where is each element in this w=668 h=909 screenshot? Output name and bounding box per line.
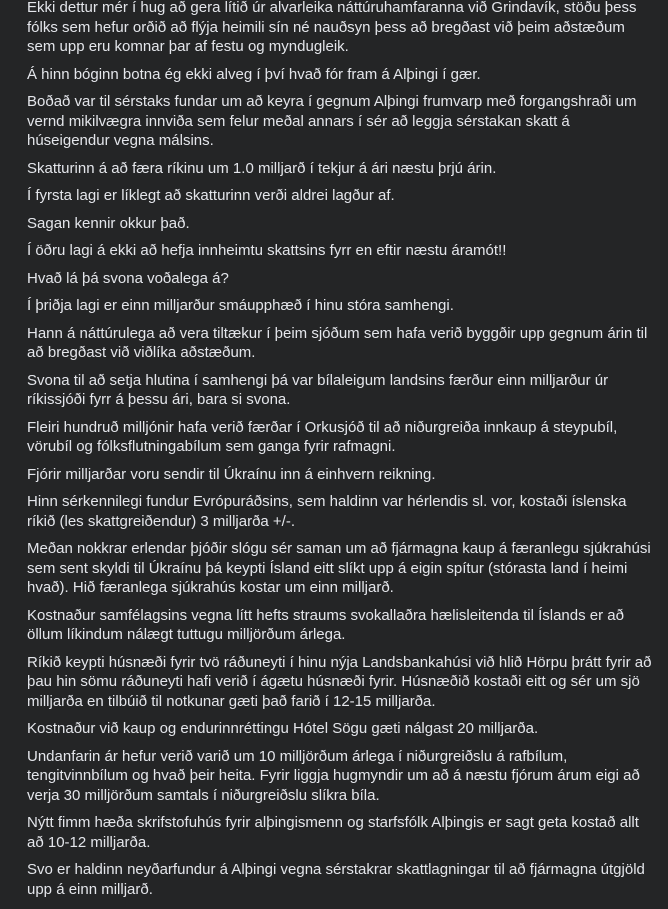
post-paragraph-9: Í þriðja lagi er einn milljarður smáupphæð í hinu stóra samhengi. bbox=[27, 297, 454, 314]
post-paragraph-1: Ekki dettur mér í hug að gera lítið úr alvarleika náttúruhamfaranna við Grindavík, stöðu þess fólks sem hefur orðið að flýja heimili sín né nauðsyn þess að bregðast við þeim aðstæðum sem upp eru komnar þar af festu og myndugleik. bbox=[27, 0, 637, 55]
post-paragraph-12: Fleiri hundruð milljónir hafa verið færðar í Orkusjóð til að niðurgreiða innkaup á steypubíl, vörubíl og fólksflutningabílum sem ganga fyrir rafmagni. bbox=[27, 418, 618, 455]
post-paragraph-21: Svo er haldinn neyðarfundur á Alþingi vegna sérstakrar skattlagningar til að fjármagna útgjöld upp á einn milljarð. bbox=[27, 861, 645, 898]
post-paragraph-6: Sagan kennir okkur það. bbox=[27, 214, 190, 232]
post-paragraph-5: Í fyrsta lagi er líklegt að skatturinn verði aldrei lagður af. bbox=[27, 187, 395, 204]
post-paragraph-20: Nýtt fimm hæða skrifstofuhús fyrir alþingismenn og starfsfólk Alþingis er sagt geta kostað allt að 10-12 milljarða. bbox=[27, 814, 639, 851]
post-paragraph-8: Hvað lá þá svona voðalega á? bbox=[27, 269, 229, 287]
post-paragraph-2: Á hinn bóginn botna ég ekki alveg í því hvað fór fram á Alþingi í gær. bbox=[27, 65, 481, 83]
post-paragraph-3: Boðað var til sérstaks fundar um að keyra í gegnum Alþingi frumvarp með forgangshraði um vernd mikilvægra innviða sem felur meðal annars í sér að leggja sérstakan skatt á húseigendur vegna málsins. bbox=[27, 93, 637, 149]
post-paragraph-16: Kostnaður samfélagsins vegna lítt hefts straums svokallaðra hælisleitenda til Íslands er að öllum líkindum nálægt tuttugu milljörðum árlega. bbox=[27, 606, 624, 643]
post-paragraph-7: Í öðru lagi á ekki að hefja innheimtu skattsins fyrr en eftir næstu áramót!! bbox=[27, 242, 507, 259]
post-paragraph-14: Hinn sérkennilegi fundur Evrópuráðsins, sem haldinn var hérlendis sl. vor, kostaði íslenska ríkið (les skattgreiðendur) 3 milljarða +/-. bbox=[27, 493, 627, 530]
post-paragraph-18: Kostnaður við kaup og endurinnréttingu Hótel Sögu gæti nálgast 20 milljarða. bbox=[27, 720, 539, 737]
post-paragraph-17: Ríkið keypti húsnæði fyrir tvö ráðuneyti í hinu nýja Landsbankahúsi við hlið Hörpu þrátt fyrir að þau hin sömu ráðuneyti hafi verið í ágætu húsnæði fyrir. Húsnæðið kostaði eitt og sér um sjö milljarða en tilbúið til notkunar gæti það farið í 12-15 milljarða. bbox=[27, 653, 652, 710]
post-paragraph-13: Fjórir milljarðar voru sendir til Úkraínu inn á einhvern reikning. bbox=[27, 465, 436, 483]
post-paragraph-15: Meðan nokkrar erlendar þjóðir slógu sér saman um að fjármagna kaup á færanlegu sjúkrahúsi sem sent skyldi til Úkraínu þá keypti Ísland eitt slíkt upp á eigin spítur (stórasta land í heimi hvað). Hið færanlega sjúkrahús kostar um einn milljarð. bbox=[27, 540, 651, 596]
post-paragraph-10: Hann á náttúrulega að vera tiltækur í þeim sjóðum sem hafa verið byggðir upp gegnum árin til að bregðast við viðlíka aðstæðum. bbox=[27, 324, 648, 361]
post-paragraph-4: Skatturinn á að færa ríkinu um 1.0 milljarð í tekjur á ári næstu þrjú árin. bbox=[27, 159, 497, 177]
post-paragraph-19: Undanfarin ár hefur verið varið um 10 milljörðum árlega í niðurgreiðslu á rafbílum, tengitvinnbílum og hvað þeir heita. Fyrir liggja hugmyndir um að á næstu fjórum árum eigi að verja 30 milljörðum samtals í niðurgreiðslu slíkra bíla. bbox=[27, 747, 640, 804]
post-paragraph-11: Svona til að setja hlutina í samhengi þá var bílaleigum landsins færður einn milljarður úr ríkissjóði fyrr á þessu ári, bara si svona. bbox=[27, 371, 609, 408]
